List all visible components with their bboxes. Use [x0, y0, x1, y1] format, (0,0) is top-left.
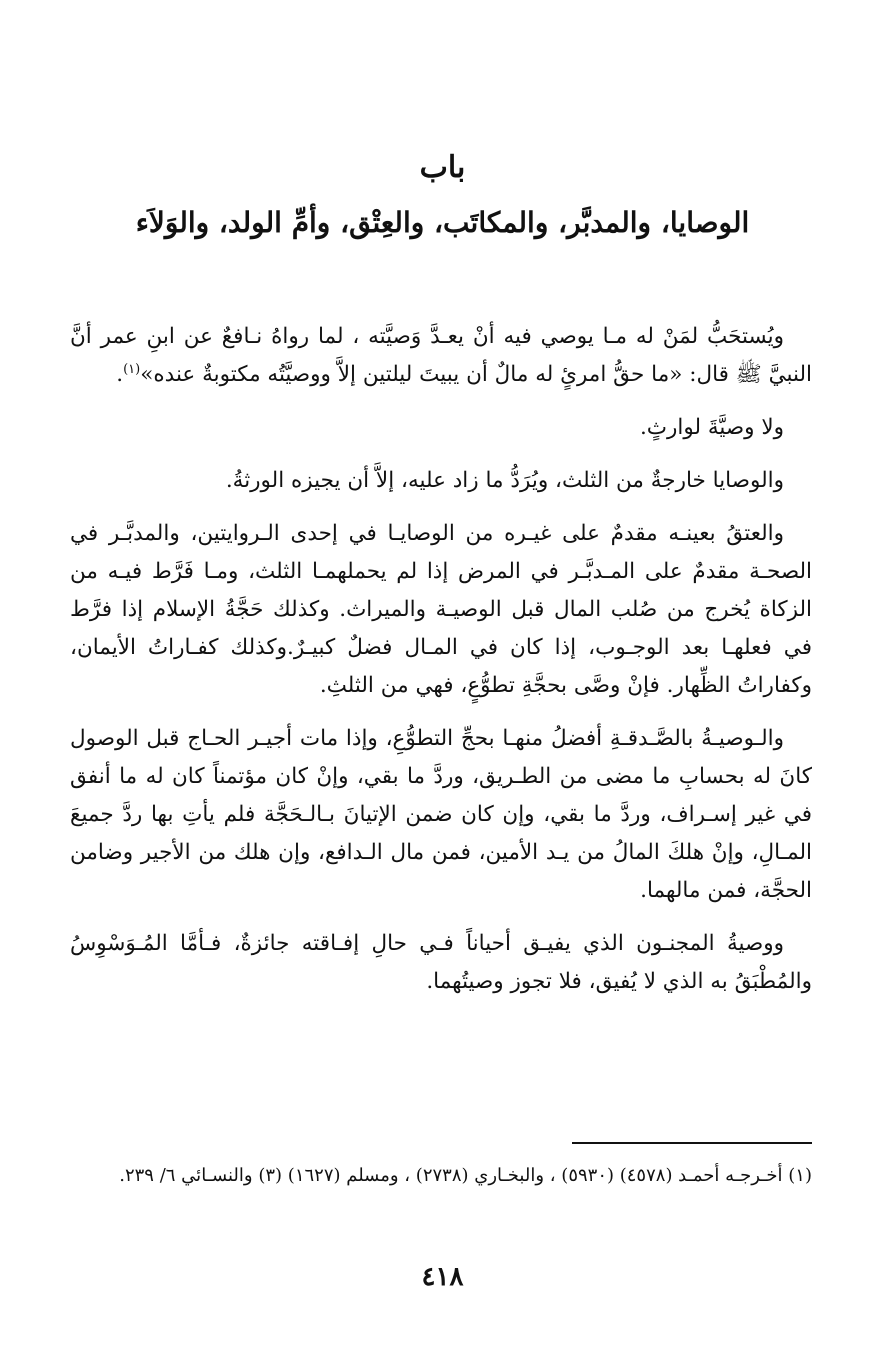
chapter-label: باب [419, 150, 466, 185]
paragraph-5: والـوصيـةُ بالصَّـدقـةِ أفضلُ منهـا بحجِّ التطوُّعِ، وإذا مات أجيـر الحـاج قبل الوصول كانَ له بحسابِ ما مضى من الطـريق، وردَّ ما بقي، وإنْ كان مؤتمناً كان له ما أنفق في غير إسـراف، وردَّ ما بقي، وإن كان ضمن الإتيانَ بـالـحَجَّة فلم يأتِ بها ردَّ جميعَ المـالِ، وإنْ هلكَ المالُ من يـد الأمين، فمن مال الـدافع، وإن هلك من الأجير وضامن الحجَّة، فمن مالهما. [70, 726, 812, 903]
paragraph-6: ووصيةُ المجنـون الذي يفيـق أحياناً فـي حالِ إفـاقته جائزةٌ، فـأمَّا المُـوَسْوِسُ والمُطْبَقُ به الذي لا يُفيق، فلا تجوز وصيتُهما. [70, 931, 812, 994]
page-number: ٤١٨ [421, 1262, 464, 1292]
paragraph-4: والعتقُ بعينـه مقدمٌ على غيـره من الوصايـا في إحدى الـروايتين، والمدبَّـر في الصحـة مقدمٌ على المـدبَّـر في المرض إذا لم يحملهمـا الثلث، ومـا فَرَّط فيـه من الزكاة يُخرج من صُلب المال قبل الوصيـة والميراث. وكذلك حَجَّةُ الإسلام إذا فرَّط في فعلهـا بعد الوجـوب، إذا كان في المـال فضلٌ كبيـرٌ.وكذلك كفـاراتُ الأيمان، وكفاراتُ الظِّهار. فإنْ وصَّى بحجَّةِ تطوُّعٍ، فهي من الثلثِ. [70, 521, 812, 698]
body-text [70, 318, 812, 1016]
footnote: (١) أخـرجـه أحمـد (٤٥٧٨) (٥٩٣٠) ، والبخـاري (٢٧٣٨) ، ومسلم (١٦٢٧) (٣) والنسـائي ٦/ ٢٣٩. [119, 1165, 812, 1186]
paragraph-1 [70, 318, 812, 394]
paragraph-1-end: . [116, 362, 124, 387]
footnote-divider [572, 1142, 812, 1144]
chapter-title: الوصايا، والمدبَّر، والمكاتَب، والعِتْق، وأمِّ الولد، والوَلاَء [135, 206, 750, 239]
paragraph-3: والوصايا خارجةٌ من الثلث، ويُرَدُّ ما زاد عليه، إلاَّ أن يجيزه الورثةُ. [225, 468, 784, 493]
footnote-reference: (١) [123, 361, 141, 377]
paragraph-2: ولا وصيَّةَ لوارثٍ. [639, 415, 784, 440]
paragraph-1-text: ويُستحَبُّ لمَنْ له مـا يوصي فيه أنْ يعـدَّ وَصيَّته ، لما رواهُ نـافعٌ عن ابنِ عمر أنَّ النبيَّ ﷺ قال: «ما حقُّ امرئٍ له مالٌ أن يبيتَ ليلتين إلاَّ ووصيَّتُه مكتوبةٌ عنده» [70, 324, 812, 387]
